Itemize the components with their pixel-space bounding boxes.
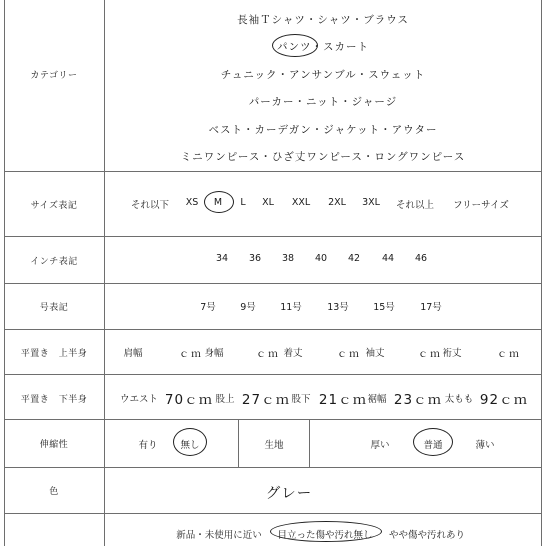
row-divider	[4, 236, 542, 237]
condition-some-damage[interactable]: やや傷や汚れあり	[388, 530, 466, 541]
lower-body-label: 平置き 下半身	[20, 395, 88, 405]
row-divider	[4, 513, 542, 514]
size-option[interactable]: それ以上	[395, 200, 435, 211]
color-value: グレー	[265, 486, 313, 502]
sleeve-label: 袖丈	[365, 348, 385, 359]
size-option[interactable]: それ以下	[130, 200, 170, 211]
width-label: 身幅	[204, 348, 224, 359]
stretch-divider	[238, 419, 239, 467]
gou-option[interactable]: 9号	[240, 302, 256, 313]
inch-option[interactable]: 44	[381, 253, 395, 264]
color-label: 色	[49, 487, 59, 497]
category-item-pants-skirt[interactable]	[104, 39, 542, 54]
rise-label: 股上	[215, 394, 235, 405]
stretch-no[interactable]: 無し	[180, 440, 200, 451]
shoulder-label: 肩幅	[123, 348, 143, 359]
category-item[interactable]: パーカー・ニット・ジャージ	[248, 96, 398, 108]
width-unit: ｃｍ	[256, 349, 280, 360]
size-option[interactable]: XS	[185, 197, 199, 208]
waist-label: ウエスト	[119, 394, 159, 405]
fabric-thin[interactable]: 薄い	[475, 440, 495, 451]
gou-option[interactable]: 15号	[373, 302, 395, 313]
inch-option[interactable]: 38	[281, 253, 295, 264]
yuki-unit: ｃｍ	[497, 349, 521, 360]
yuki-label: 裄丈	[442, 348, 462, 359]
category-item-skirt[interactable]: ・スカート	[311, 41, 369, 53]
selected-category-circle	[272, 34, 318, 57]
inch-option[interactable]: 40	[314, 253, 328, 264]
gou-option[interactable]: 13号	[327, 302, 349, 313]
category-item[interactable]: 長袖Ｔシャツ・シャツ・ブラウス	[237, 14, 409, 26]
inch-option[interactable]: 36	[248, 253, 262, 264]
row-divider	[4, 419, 542, 420]
selected-stretch-circle	[173, 428, 207, 456]
selected-condition-circle	[270, 521, 382, 542]
size-option[interactable]: XXL	[291, 197, 311, 208]
hem-value: 23ｃｍ	[393, 392, 443, 408]
length-label: 着丈	[283, 348, 303, 359]
condition-like-new[interactable]: 新品・未使用に近い	[176, 530, 262, 541]
category-item[interactable]: チュニック・アンサンブル・スウェット	[220, 69, 426, 81]
shoulder-unit: ｃｍ	[179, 349, 203, 360]
waist-value: 70ｃｍ	[164, 392, 214, 408]
fabric-divider	[309, 419, 310, 467]
size-option-selected[interactable]: M	[213, 197, 223, 208]
selected-size-circle	[204, 191, 234, 213]
size-option[interactable]: フリーサイズ	[453, 200, 509, 211]
inch-option[interactable]: 34	[215, 253, 229, 264]
stretch-yes[interactable]: 有り	[138, 440, 158, 451]
inch-option[interactable]: 42	[347, 253, 361, 264]
gou-label: 号表記	[39, 303, 69, 313]
stretch-label: 伸縮性	[39, 440, 69, 450]
category-item[interactable]: ベスト・カーデガン・ジャケット・アウター	[208, 124, 438, 136]
thigh-label: 太もも	[444, 394, 474, 405]
row-divider	[4, 467, 542, 468]
length-unit: ｃｍ	[337, 349, 361, 360]
rise-value: 27ｃｍ	[241, 392, 291, 408]
thigh-value: 92ｃｍ	[479, 392, 529, 408]
selected-fabric-circle	[413, 428, 453, 456]
category-item[interactable]: ミニワンピース・ひざ丈ワンピース・ロングワンピース	[180, 151, 466, 163]
row-divider	[4, 171, 542, 172]
gou-option[interactable]: 7号	[200, 302, 216, 313]
size-label: サイズ表記	[30, 201, 78, 211]
inseam-value: 21ｃｍ	[318, 392, 368, 408]
sleeve-unit: ｃｍ	[418, 349, 442, 360]
row-divider	[4, 374, 542, 375]
upper-body-label: 平置き 上半身	[20, 349, 88, 359]
row-divider	[4, 329, 542, 330]
category-label: カテゴリー	[30, 71, 78, 81]
fabric-thick[interactable]: 厚い	[370, 440, 390, 451]
row-divider	[4, 283, 542, 284]
size-option[interactable]: 3XL	[362, 197, 380, 208]
size-option[interactable]: 2XL	[328, 197, 346, 208]
gou-option[interactable]: 17号	[420, 302, 442, 313]
fabric-normal[interactable]: 普通	[423, 440, 443, 451]
fabric-label: 生地	[264, 440, 284, 451]
hem-label: 裾幅	[367, 394, 387, 405]
border-left	[4, 0, 5, 546]
size-option[interactable]: L	[240, 197, 246, 208]
condition-no-damage[interactable]: 目立った傷や汚れ無し	[277, 530, 373, 541]
inseam-label: 股下	[291, 394, 311, 405]
gou-option[interactable]: 11号	[280, 302, 302, 313]
category-item-pants[interactable]: パンツ	[277, 41, 312, 53]
inch-label: インチ表記	[30, 257, 78, 267]
size-option[interactable]: XL	[262, 197, 274, 208]
inch-option[interactable]: 46	[414, 253, 428, 264]
